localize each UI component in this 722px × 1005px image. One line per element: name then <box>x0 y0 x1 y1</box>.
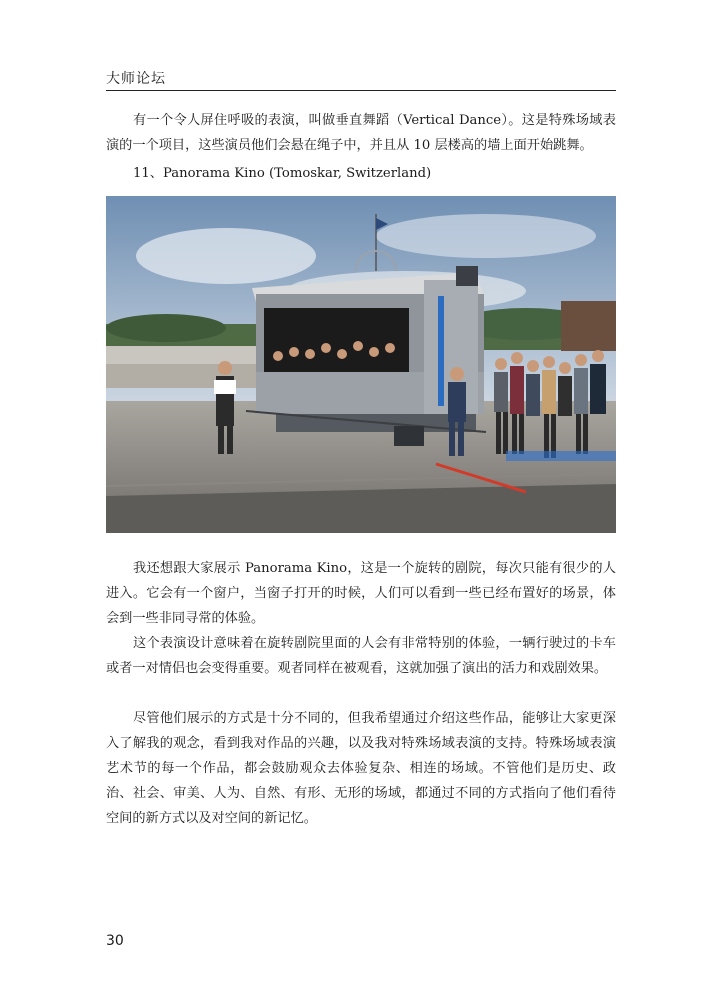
page-number: 30 <box>106 933 124 949</box>
panorama-kino-photo <box>106 196 616 533</box>
header-title: 大师论坛 <box>106 71 166 87</box>
paragraph-panorama-kino: 我还想跟大家展示 Panorama Kino，这是一个旋转的剧院，每次只能有很少的人进入。它会有一个窗户，当窗子打开的时候，人们可以看到一些已经布置好的场景，体会到一些非同寻常的体验。 <box>106 561 616 626</box>
paragraph-vertical-dance: 有一个令人屏住呼吸的表演，叫做垂直舞蹈（Vertical Dance）。这是特殊场域表演的一个项目，这些演员他们会悬在绳子中，并且从 10 层楼高的墙上面开始跳舞。 <box>106 113 616 153</box>
section-heading: 11、Panorama Kino (Tomoskar, Switzerland) <box>133 166 432 181</box>
paragraph-design-meaning: 这个表演设计意味着在旋转剧院里面的人会有非常特别的体验，一辆行驶过的卡车或者一对情侣也会变得重要。观者同样在被观看，这就加强了演出的活力和戏剧效果。 <box>106 636 616 676</box>
paragraph-conclusion: 尽管他们展示的方式是十分不同的，但我希望通过介绍这些作品，能够让大家更深入了解我的观念，看到我对作品的兴趣，以及我对特殊场域表演的支持。特殊场域表演艺术节的每一个作品，都会鼓励观众去体验复杂、相连的场域。不管他们是历史、政治、社会、审美、人为、自然、有形、无形的场域，都通过不同的方式指向了他们看待空间的新方式以及对空间的新记忆。 <box>106 711 616 826</box>
running-header <box>106 66 616 91</box>
